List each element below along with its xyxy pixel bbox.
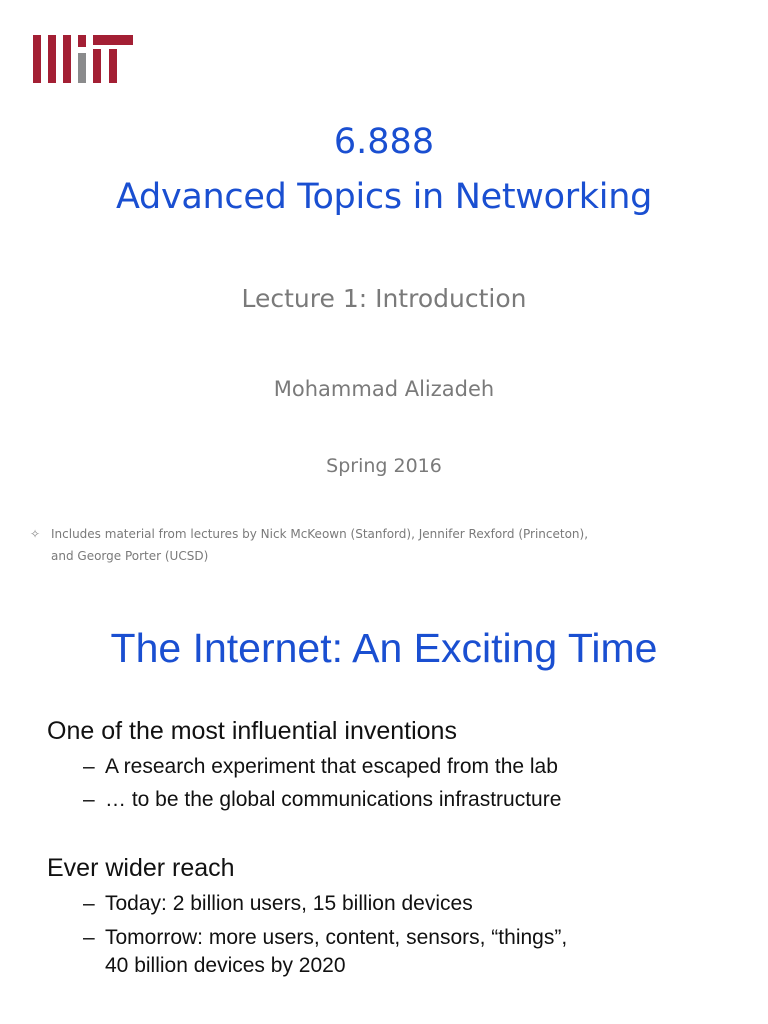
bullet-heading-1: One of the most influential inventions xyxy=(47,717,457,745)
mit-logo-dot-i xyxy=(78,35,86,47)
bullet-heading-2: Ever wider reach xyxy=(47,854,235,882)
dash-bullet-icon: – xyxy=(83,755,95,778)
dash-bullet-icon: – xyxy=(83,926,95,949)
mit-logo-bar-m2 xyxy=(48,35,56,83)
lecture-title: Lecture 1: Introduction xyxy=(241,284,527,313)
mit-logo-bar-m3 xyxy=(63,35,71,83)
dash-bullet-icon: – xyxy=(83,892,95,915)
author-name: Mohammad Alizadeh xyxy=(273,377,495,401)
credits-note xyxy=(30,523,710,567)
sub-bullet-text: Tomorrow: more users, content, sensors, “things”, xyxy=(105,926,568,949)
dash-bullet-icon: – xyxy=(83,788,95,811)
term-label: Spring 2016 xyxy=(326,455,442,477)
sub-bullet-2-2-continuation: 40 billion devices by 2020 xyxy=(105,954,346,977)
sub-bullet-text: Today: 2 billion users, 15 billion devices xyxy=(105,892,473,915)
slide-title: The Internet: An Exciting Time xyxy=(110,625,658,671)
mit-logo-bar-t2 xyxy=(109,49,117,83)
credits-line-1: Includes material from lectures by Nick McKeown (Stanford), Jennifer Rexford (Princeton), xyxy=(51,527,589,541)
star-bullet-icon: ✧ xyxy=(30,527,41,541)
sub-bullet-2-1 xyxy=(83,892,473,916)
sub-bullet-2-2 xyxy=(83,926,567,950)
mit-logo xyxy=(33,35,133,83)
credits-line-2: and George Porter (UCSD) xyxy=(51,549,209,563)
sub-bullet-text: A research experiment that escaped from the lab xyxy=(105,755,558,778)
sub-bullet-text: … to be the global communications infrastructure xyxy=(105,788,562,811)
mit-logo-bar-m1 xyxy=(33,35,41,83)
mit-logo-bar-i xyxy=(78,53,86,83)
sub-bullet-1-2 xyxy=(83,788,561,812)
course-number: 6.888 xyxy=(333,122,435,162)
content-slide xyxy=(0,590,768,1024)
mit-logo-bar-t-top xyxy=(93,35,133,45)
sub-bullet-1-1 xyxy=(83,755,558,779)
course-title: Advanced Topics in Networking xyxy=(116,177,652,217)
mit-logo-bar-t1 xyxy=(93,49,101,83)
